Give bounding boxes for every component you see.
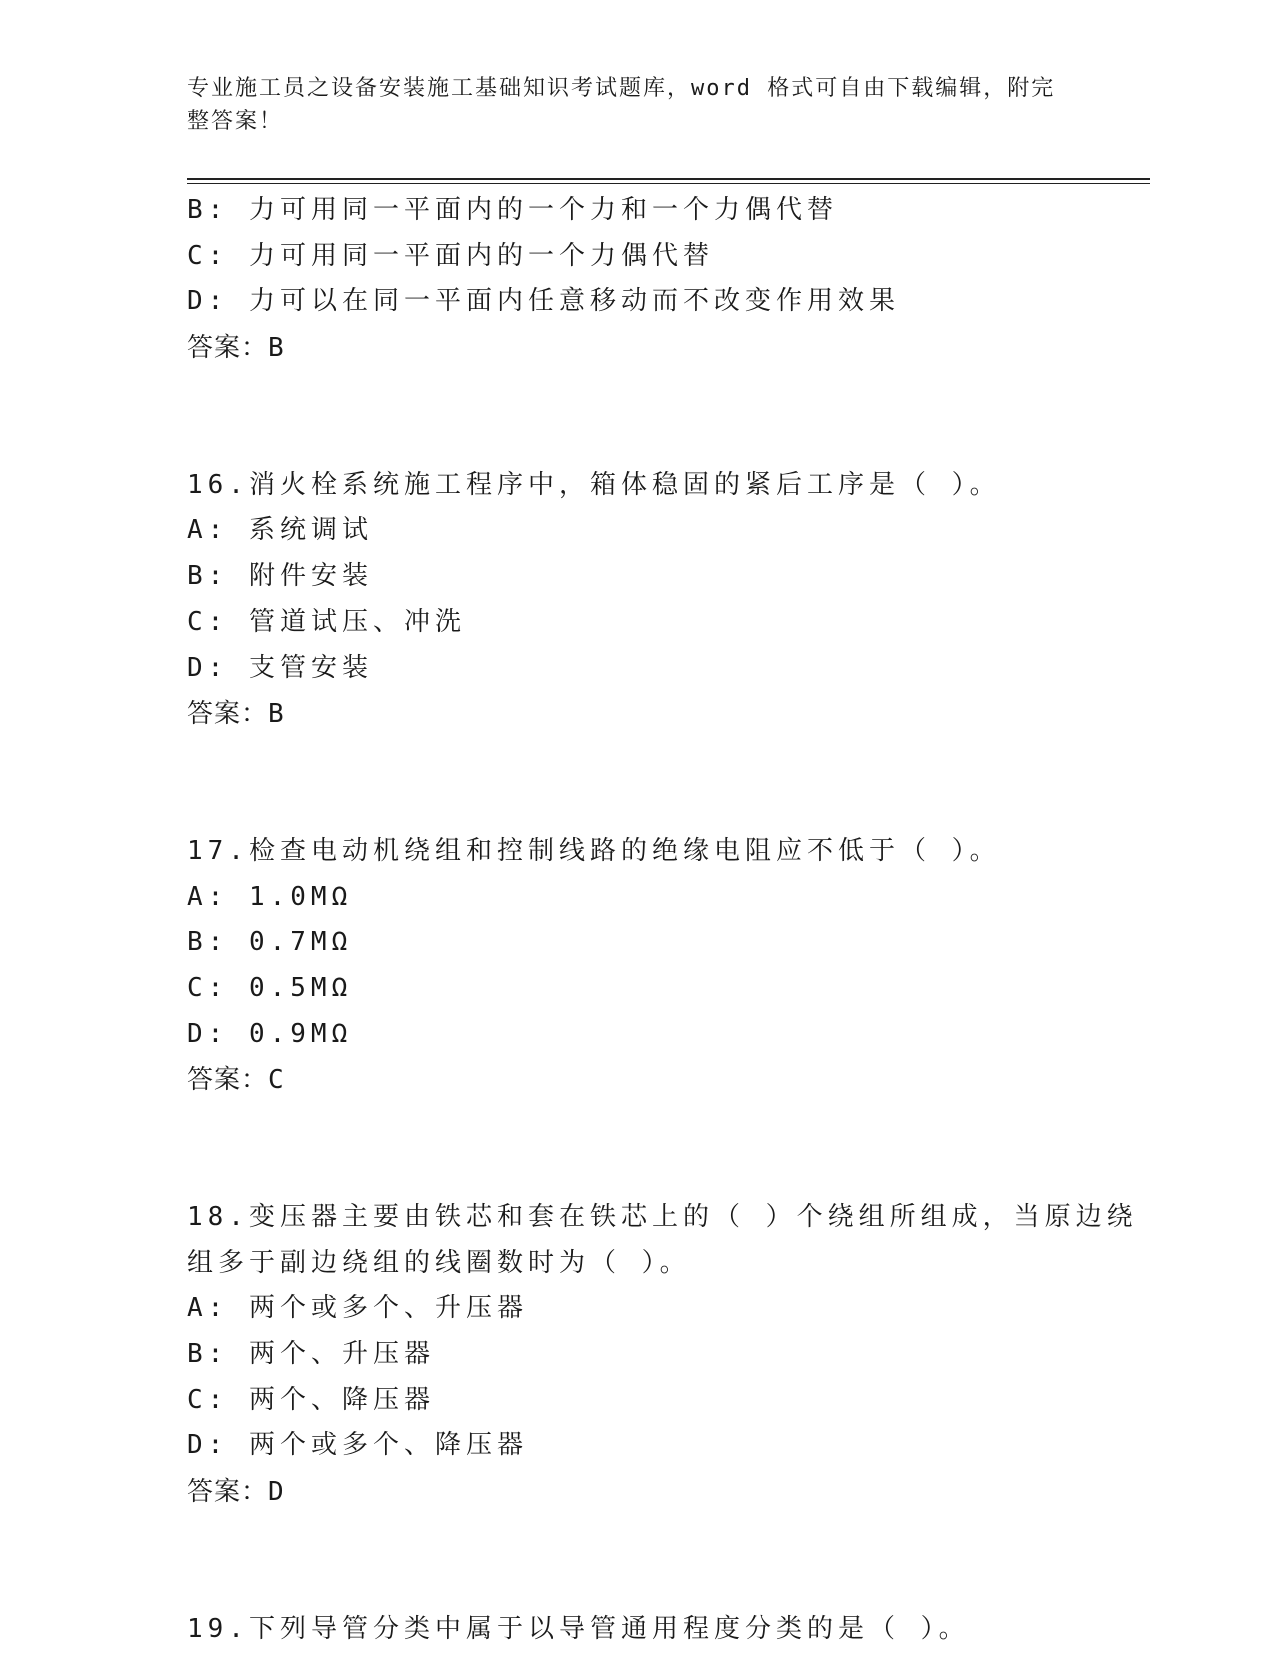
answer-label: 答案： [187,332,269,363]
answer-label: 答案： [187,698,269,729]
question-gap [187,737,1087,829]
option-c: C: 0.5MΩ [187,972,353,1003]
option-c: C: 管道试压、冲洗 [187,606,466,637]
option-d: D: 0.9MΩ [187,1018,353,1049]
option-b: B: 力可用同一平面内的一个力和一个力偶代替 [187,195,838,225]
option-d: D: 力可以在同一平面内任意移动而不改变作用效果 [187,286,900,317]
header-line-1: 专业施工员之设备安装施工基础知识考试题库，word 格式可自由下载编辑，附完 [187,76,1056,101]
option-b: B: 附件安装 [187,561,373,592]
question-18 [187,1195,1138,1515]
option-b: B: 两个、升压器 [187,1339,435,1370]
question-stem-line-1: 18.变压器主要由铁芯和套在铁芯上的（ ）个绕组所组成，当原边绕 [187,1202,1138,1232]
answer-value: D [268,1477,285,1508]
question-list [187,188,1138,1653]
answer-line [187,1057,1087,1103]
header-divider-top [187,178,1150,180]
question-19 [187,1607,1087,1653]
question-stem: 19.下列导管分类中属于以导管通用程度分类的是（ ）。 [187,1613,970,1644]
question-gap [187,1103,1087,1195]
answer-line [187,325,1087,371]
option-a: A: 系统调试 [187,515,373,546]
question-stem: 16.消火栓系统施工程序中，箱体稳固的紧后工序是（ ）。 [187,469,1001,500]
answer-label: 答案： [187,1476,269,1507]
option-a: A: 两个或多个、升压器 [187,1293,528,1324]
question-15 [187,188,1087,371]
option-c: C: 力可用同一平面内的一个力偶代替 [187,240,714,271]
answer-label: 答案： [187,1064,269,1095]
question-stem: 17.检查电动机绕组和控制线路的绝缘电阻应不低于（ ）。 [187,835,1001,866]
question-17 [187,829,1087,1103]
answer-line [187,691,1087,737]
option-b: B: 0.7MΩ [187,927,353,958]
option-d: D: 两个或多个、降压器 [187,1430,528,1461]
question-gap [187,371,1087,463]
question-stem-line-2: 组多于副边绕组的线圈数时为（ ）。 [187,1247,691,1278]
header-divider-bottom [187,183,1150,184]
answer-value: B [268,699,285,730]
option-d: D: 支管安装 [187,652,373,683]
answer-line [187,1469,1087,1515]
question-16 [187,463,1087,737]
document-header [187,72,1067,138]
option-c: C: 两个、降压器 [187,1384,435,1415]
answer-value: C [268,1065,285,1096]
option-a: A: 1.0MΩ [187,881,353,912]
header-line-2: 整答案！ [187,109,284,134]
question-gap [187,1515,1087,1607]
answer-value: B [268,333,285,364]
